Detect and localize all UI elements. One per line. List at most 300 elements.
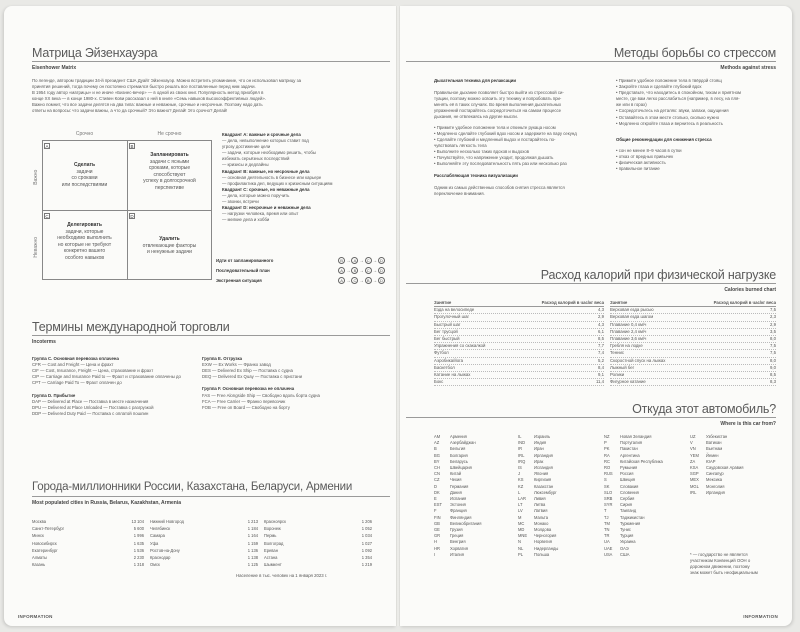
city-name: Краснодар	[150, 555, 171, 561]
col-header-activity: Занятие	[610, 300, 628, 305]
calorie-row	[434, 350, 604, 357]
quadrant-b-badge: B	[130, 144, 134, 149]
calorie-row	[610, 322, 776, 329]
row-important-label: Важно	[32, 169, 39, 185]
city-row	[32, 540, 144, 547]
col-header-rate: Расход калорий в час/кг веса	[541, 300, 604, 305]
city-population: 1 635	[133, 540, 144, 546]
calorie-row	[610, 314, 776, 321]
divider	[406, 61, 776, 62]
note-heading: Квадрант B: важные, но несрочные дела	[222, 168, 310, 174]
country-name: Киргизия	[534, 477, 552, 483]
country-code: V	[690, 440, 693, 446]
city-population: 1 034	[361, 533, 372, 539]
country-name: Румыния	[620, 465, 638, 471]
country-code: N	[518, 539, 521, 545]
country-code: RO	[604, 465, 611, 471]
note-heading: Квадрант C: срочные, но неважные дела	[222, 186, 310, 192]
quadrant-c-line: но которые не требуют	[57, 241, 112, 248]
country-code: FIN	[434, 514, 441, 520]
country-name: Латвия	[534, 508, 548, 514]
calorie-row	[610, 358, 776, 365]
activity-name: Лыжный бег	[610, 364, 635, 370]
activity-name: Бег трусцой	[434, 328, 458, 334]
calorie-rate: 9,1	[598, 372, 604, 378]
calorie-row	[434, 343, 604, 350]
country-code: ZA	[690, 458, 696, 464]
spacer	[202, 411, 386, 417]
country-name: Пакистан	[620, 446, 638, 452]
trade-title: Термины международной торговли	[32, 320, 230, 334]
country-name: Россия	[620, 471, 634, 477]
country-code: IS	[518, 465, 522, 471]
country-code: SRB	[604, 496, 613, 502]
country-code: GB	[434, 520, 440, 526]
country-code: UAE	[604, 545, 613, 551]
activity-name: Бокс	[434, 379, 444, 385]
text-line: • Оставайтесь в этом месте столько, сколько нужно	[616, 114, 720, 120]
activity-name: Скоростной спуск на лыжах	[610, 357, 666, 363]
city-row	[32, 547, 144, 554]
country-name: Молдова	[534, 527, 552, 533]
country-name: Швейцария	[450, 465, 472, 471]
calorie-rate: 7,5	[770, 350, 776, 356]
country-code: NL	[518, 545, 524, 551]
country-name: Венгрия	[450, 539, 466, 545]
country-code: CZ	[434, 477, 440, 483]
country-code: CN	[434, 471, 440, 477]
cities-column	[150, 518, 258, 568]
country-name: Финляндия	[450, 514, 472, 520]
country-name: Таиланд	[620, 508, 637, 514]
text-line: • Сосредоточьтесь на деталях: звуки, запахи, ощущения	[616, 108, 729, 114]
calorie-row	[610, 365, 776, 372]
activity-name: Теннис	[610, 350, 625, 356]
calorie-row	[610, 343, 776, 350]
calorie-row	[434, 365, 604, 372]
text-line: менять её в таких случаях. Во время выполнения дыхательных	[434, 102, 562, 108]
cars-subtitle: Where is this car from?	[720, 421, 776, 427]
country-code: AZ	[434, 440, 440, 446]
city-population: 1 092	[361, 547, 372, 553]
country-name: Турция	[620, 533, 634, 539]
flow-row	[216, 266, 386, 276]
flow-sequence	[337, 256, 386, 266]
calorie-row	[434, 322, 604, 329]
term-item: CIF — Cost, Insurance, Freight — Цена, страхование и фрахт	[32, 368, 154, 374]
country-name: Дания	[450, 489, 462, 495]
calories-subtitle: Calories burned chart	[724, 287, 776, 293]
country-code: T	[604, 508, 607, 514]
calorie-row	[434, 314, 604, 321]
country-name: Люксембург	[534, 489, 557, 495]
flow-step-circle: A	[338, 277, 345, 284]
country-name: Португалия	[620, 440, 642, 446]
country-code: MEX	[690, 477, 699, 483]
calorie-rate: 2,3	[770, 314, 776, 320]
quadrant-c-title: Делегировать	[67, 222, 102, 228]
quadrant-a-line: со сроками	[71, 175, 98, 181]
left-footer: INFORMATION	[18, 614, 53, 619]
row-not-important-label: Неважно	[32, 236, 39, 258]
trade-subtitle: Incoterms	[32, 339, 56, 345]
col-header-rate: Расход калорий в час/кг веса	[713, 300, 776, 305]
left-page	[4, 6, 396, 626]
calories-rows	[434, 307, 604, 386]
term-item: EXW — Ex Works — Франко завод	[202, 362, 271, 368]
country-name: Франция	[450, 508, 467, 514]
group-heading: Группа C. Основная перевозка оплачена	[32, 356, 119, 361]
country-code: AM	[434, 434, 441, 439]
calorie-row	[610, 307, 776, 314]
term-item: CIP — Carriage and Insurance Paid to — Фрахт и страхование оплачены до	[32, 374, 181, 380]
trade-column-right	[202, 356, 386, 417]
city-row	[150, 554, 258, 561]
text-line: переключение внимания.	[434, 191, 485, 197]
country-code: MNE	[518, 533, 528, 539]
country-name: Ирландия	[534, 452, 553, 458]
country-name: Швеция	[620, 477, 636, 483]
calorie-row	[434, 329, 604, 336]
col-header-activity: Занятие	[434, 300, 452, 305]
group-heading: Группа D. Прибытие	[32, 392, 76, 398]
group-heading: Группа E. Отгрузка	[202, 356, 243, 361]
country-name: Эстония	[450, 502, 466, 508]
city-name: Санкт-Петербург	[32, 526, 65, 532]
term-item: CFR — Cost and Freight — Цена и фрахт	[32, 362, 114, 368]
quadrant-b-line: успеху в долгосрочной	[143, 178, 196, 184]
country-code: KSA	[690, 465, 699, 471]
city-population: 1 213	[247, 519, 258, 524]
flow-step-circle: A	[351, 257, 358, 264]
city-row	[150, 532, 258, 539]
calorie-row	[434, 358, 604, 365]
calorie-rate: 3,5	[770, 328, 776, 334]
country-code: UZ	[690, 434, 696, 439]
calorie-rate: 7,7	[598, 343, 604, 349]
quadrant-c-line: необходимо выполнить	[57, 235, 112, 241]
quadrant-d	[129, 236, 210, 256]
car-codes-column	[518, 434, 594, 558]
city-population: 1 219	[361, 562, 372, 568]
term-item: FCA — Free Carrier — Франко перевозчик	[202, 398, 286, 404]
term-item: FAS — Free Alongside Ship — Свободно вдоль борта судна	[202, 392, 320, 398]
city-name: Ереван	[264, 547, 278, 553]
note-heading: Квадрант D: несрочные и неважные дела	[222, 205, 311, 211]
calorie-row	[434, 379, 604, 386]
country-name: Азербайджан	[450, 440, 476, 446]
note-line: дорожном движении, поэтому	[690, 564, 750, 570]
calorie-rate: 4,3	[598, 321, 604, 327]
country-name: Грузия	[450, 527, 463, 533]
calorie-row	[610, 329, 776, 336]
activity-name: Баскетбол	[434, 364, 455, 370]
flow-step-circle: C	[365, 267, 372, 274]
car-codes-column	[604, 434, 680, 558]
cities-title: Города-миллионники России, Казахстана, Беларуси, Армении	[32, 481, 353, 493]
city-population: 1 138	[247, 555, 258, 561]
visualization-heading: Расслабляющая техника визуализации	[434, 173, 518, 179]
city-name: Екатеринбург	[32, 547, 58, 553]
calories-rows	[610, 307, 776, 386]
country-code: IND	[518, 440, 526, 446]
intro-line: По легенде, автором традиции 34-й президент США Дуайт Эйзенхауэр. Можно встретить упоминание, что он использовал матрицу за	[32, 78, 301, 83]
stress-right-column	[616, 78, 776, 172]
text-line: • сон не менее 8–9 часов в сутки	[616, 147, 682, 153]
country-code: RC	[604, 458, 610, 464]
country-name: Израиль	[534, 434, 551, 439]
city-name: Минск	[32, 533, 44, 539]
text-line: Правильное дыхание позволяет быстро выйти из стрессовой си-	[434, 90, 564, 96]
activity-name: Быстрый шаг	[434, 321, 461, 327]
city-row	[264, 525, 372, 532]
text-line: туации, поэтому можно освоить эту технику и попробовать при-	[434, 96, 562, 102]
calorie-rate: 8,0	[770, 336, 776, 342]
text-line: • Закройте глаза и сделайте глубокий вдох	[616, 84, 702, 90]
note-heading: Квадрант А: важные и срочные дела	[222, 132, 301, 137]
country-name: Бельгия	[450, 446, 466, 452]
flow-step-circle: A	[338, 267, 345, 274]
country-name: Болгария	[450, 452, 468, 458]
country-name: Литва	[534, 502, 546, 508]
activity-name: Плавание 3,6 км/ч	[610, 336, 647, 342]
term-item: DES — Delivered Ex Ship — Поставка с судна	[202, 368, 293, 374]
flow-step-circle: C	[351, 277, 358, 284]
calorie-rate: 7,5	[770, 307, 776, 313]
country-code: BY	[434, 458, 440, 464]
quadrant-b-line: перспективе	[155, 184, 184, 191]
country-code: H	[434, 539, 437, 545]
city-population: 1 354	[361, 555, 372, 561]
city-population: 1 206	[361, 519, 372, 524]
city-name: Самара	[150, 533, 165, 539]
country-name: Германия	[450, 483, 469, 489]
calorie-rate: 2,9	[598, 314, 604, 320]
right-footer: INFORMATION	[743, 614, 778, 619]
country-name: Ирландия	[706, 489, 725, 495]
activity-name: Езда на велосипеде	[434, 307, 475, 313]
city-population: 1 136	[247, 547, 258, 553]
city-name: Алматы	[32, 555, 47, 561]
note-item: — профилактика дел, ведущих к кризисным ситуациям	[222, 180, 333, 186]
quadrant-d-line: и ненужные задачи	[147, 249, 192, 255]
country-code: L	[518, 489, 521, 495]
city-row	[32, 554, 144, 561]
country-name: Исландия	[534, 465, 553, 471]
country-code: SYR	[604, 502, 613, 508]
country-name: Ватикан	[706, 440, 722, 446]
intro-line: ответы на вопросы: что задачи важны, а что да срочный? Это важно? Делай! Это срочно? Делай!	[32, 108, 228, 114]
note-item: — кризисы и дедлайны	[222, 162, 269, 168]
cities-column	[32, 518, 144, 568]
text-line: Одним из самых действенных способов снятия стресса является	[434, 185, 565, 191]
calorie-rate: 4,3	[598, 307, 604, 313]
country-code: VN	[690, 446, 696, 452]
country-code: B	[434, 446, 437, 452]
activity-name: Плавание 0,4 км/ч	[610, 321, 647, 327]
note-line: знак может быть неофициальным	[690, 570, 758, 576]
quadrant-c-line: конкретно вашего	[63, 248, 106, 254]
city-name: Воронеж	[264, 526, 281, 532]
country-name: Узбекистан	[706, 434, 728, 439]
calorie-row	[610, 372, 776, 379]
group-heading: Группа F. Основная перевозка не оплачена	[202, 386, 295, 392]
flow-sequence	[337, 276, 386, 286]
divider	[406, 283, 776, 284]
country-name: Польша	[534, 551, 550, 557]
text-line: • Примите удобное положение тела в твёрдой стоящ	[616, 78, 722, 83]
city-population: 1 184	[247, 526, 258, 532]
activity-name: Фигурное катание	[610, 379, 646, 385]
country-name: Монако	[534, 520, 549, 526]
trade-column-left	[32, 356, 198, 423]
country-code: TM	[604, 520, 610, 526]
country-code: P	[604, 440, 607, 446]
country-code: SGP	[690, 471, 699, 477]
country-name: Монголия	[706, 483, 725, 489]
country-name: Испания	[450, 496, 467, 502]
text-line: • Почувствуйте, что напряжение уходит, продолжая дышать	[434, 155, 554, 161]
calorie-rate: 8,5	[598, 336, 604, 342]
country-name: Мексика	[706, 477, 723, 483]
matrix-vline	[127, 140, 128, 280]
country-name: Ирак	[534, 458, 544, 464]
country-code: IR	[518, 446, 523, 452]
city-name: Красноярск	[264, 519, 286, 524]
note-line: участником Конвенций ООН о	[690, 558, 751, 564]
country-name: Сербия	[620, 496, 635, 502]
city-name: Волгоград	[264, 540, 284, 546]
country-name: Украина	[620, 539, 636, 545]
note-item: — основная деятельность в бизнесе или карьере	[222, 174, 322, 180]
country-name: Армения	[450, 434, 467, 439]
country-name: Хорватия	[450, 545, 468, 551]
quadrant-b-line: способствуют	[153, 171, 186, 178]
country-name: Йемен	[706, 452, 719, 458]
calorie-row	[434, 336, 604, 343]
flow-step-circle: D	[378, 257, 385, 264]
country-name: Китай	[450, 471, 462, 477]
country-code: SK	[604, 483, 610, 489]
country-name: Словения	[620, 489, 639, 495]
country-code: E	[434, 496, 437, 502]
quadrant-c-badge: C	[45, 214, 49, 219]
col-not-urgent-label: Не срочно	[157, 131, 182, 137]
country-code: GE	[434, 527, 440, 533]
intro-line: В 1954 году автор «матрицы» и не иначе «Бизнес-вечер» — в одной из своих книг. Популярность метод приобрёл в	[32, 90, 264, 96]
country-code: KZ	[518, 483, 524, 489]
calorie-rate: 6,1	[598, 328, 604, 334]
city-row	[150, 540, 258, 547]
city-population: 5 600	[133, 526, 144, 532]
term-item: DDP — Delivered Duty Paid — Поставка с оплатой пошлин	[32, 410, 149, 416]
city-name: Омск	[150, 562, 160, 568]
country-name: Нидерланды	[534, 545, 559, 551]
city-name: Ростов-на-Дону	[150, 547, 180, 553]
activity-name: Верховая езда шагом	[610, 314, 654, 320]
country-name: Япония	[534, 471, 549, 477]
city-population: 1 318	[133, 562, 144, 568]
country-code: LV	[518, 508, 523, 514]
term-item: FOB — Free on Board — Свободно на борту	[202, 404, 290, 410]
intro-line: конце ХХ века — в конце 1980-х. Стивен Кови рассказал о ней в книге «Семь навыков высокоэффективных людей».	[32, 96, 267, 102]
country-code: KS	[518, 477, 524, 483]
calorie-row	[610, 350, 776, 357]
country-code: LAR	[518, 496, 526, 502]
flow-step-circle: B	[365, 277, 372, 284]
quadrant-c-line: особого навыков	[64, 254, 105, 261]
note-item: — мелкие дела и хобби	[222, 217, 270, 223]
country-code: MGL	[690, 483, 699, 489]
city-population: 1 536	[133, 547, 144, 553]
quadrant-d-badge: D	[130, 214, 134, 219]
text-line: • Медленно сделайте глубокий вдох носом и задержите на пару секунд	[434, 130, 577, 136]
note-item: — звонки, встречи	[222, 199, 259, 205]
country-code: RA	[604, 452, 610, 458]
city-row	[150, 547, 258, 554]
calorie-rate: 9,0	[770, 364, 776, 370]
country-code: MC	[518, 520, 525, 526]
quadrant-d-title: Удалить	[159, 236, 180, 242]
calorie-row	[434, 307, 604, 314]
arrow-right-icon: →	[359, 268, 364, 273]
country-code: J	[518, 471, 521, 477]
matrix-subtitle: Eisenhower Matrix	[32, 65, 77, 71]
calorie-rate: 7,5	[770, 343, 776, 349]
term-item: DAP — Delivered at Place — Поставка в месте назначения	[32, 398, 149, 404]
divider	[32, 496, 390, 497]
text-line: • Выполните несколько таких вдохов и выдохов	[434, 148, 530, 154]
calories-table-right	[610, 300, 776, 386]
calorie-rate: 5,2	[598, 357, 604, 363]
country-name: Италия	[450, 551, 464, 557]
note-line: * — государство не является	[690, 552, 748, 557]
flow-label: Экстренная ситуация	[216, 278, 262, 283]
arrow-right-icon: →	[359, 258, 364, 263]
country-code: CH	[434, 465, 440, 471]
city-row	[150, 525, 258, 532]
text-line: • отказ от вредных привычек	[616, 153, 674, 159]
country-code: NZ	[604, 434, 610, 439]
divider	[32, 61, 390, 62]
flow-step-circle: B	[338, 257, 345, 264]
flow-step-circle: D	[378, 267, 385, 274]
flow-sequence	[337, 266, 386, 276]
quadrant-notes	[222, 132, 382, 223]
arrow-right-icon: →	[372, 278, 377, 283]
activity-name: Упражнения со скакалкой	[434, 343, 486, 349]
activity-name: Верховая езда рысью	[610, 307, 654, 313]
text-line: же или в горах)	[616, 102, 647, 108]
country-code: D	[434, 483, 437, 489]
city-row	[32, 532, 144, 539]
country-name: Черногория	[534, 533, 557, 539]
note-item: избежать серьёзных последствий	[222, 156, 290, 162]
city-name: Новосибирск	[32, 540, 57, 546]
country-code: MD	[518, 527, 525, 533]
country-code: SLO	[604, 489, 613, 495]
country-code: IRL	[690, 489, 697, 495]
country-code: YEM	[690, 452, 699, 458]
car-codes-column	[690, 434, 766, 496]
city-row	[264, 518, 372, 525]
quadrant-b	[129, 152, 210, 191]
term-item: CPT — Carriage Paid To — Фрахт оплачен до	[32, 380, 122, 386]
cities-subtitle: Most populated cities in Russia, Belarus, Kazakhstan, Armenia	[32, 500, 182, 506]
divider	[32, 335, 390, 336]
arrow-right-icon: →	[346, 258, 351, 263]
term-item: DEQ — Delivered Ex Quay — Поставка с пристани	[202, 374, 302, 380]
